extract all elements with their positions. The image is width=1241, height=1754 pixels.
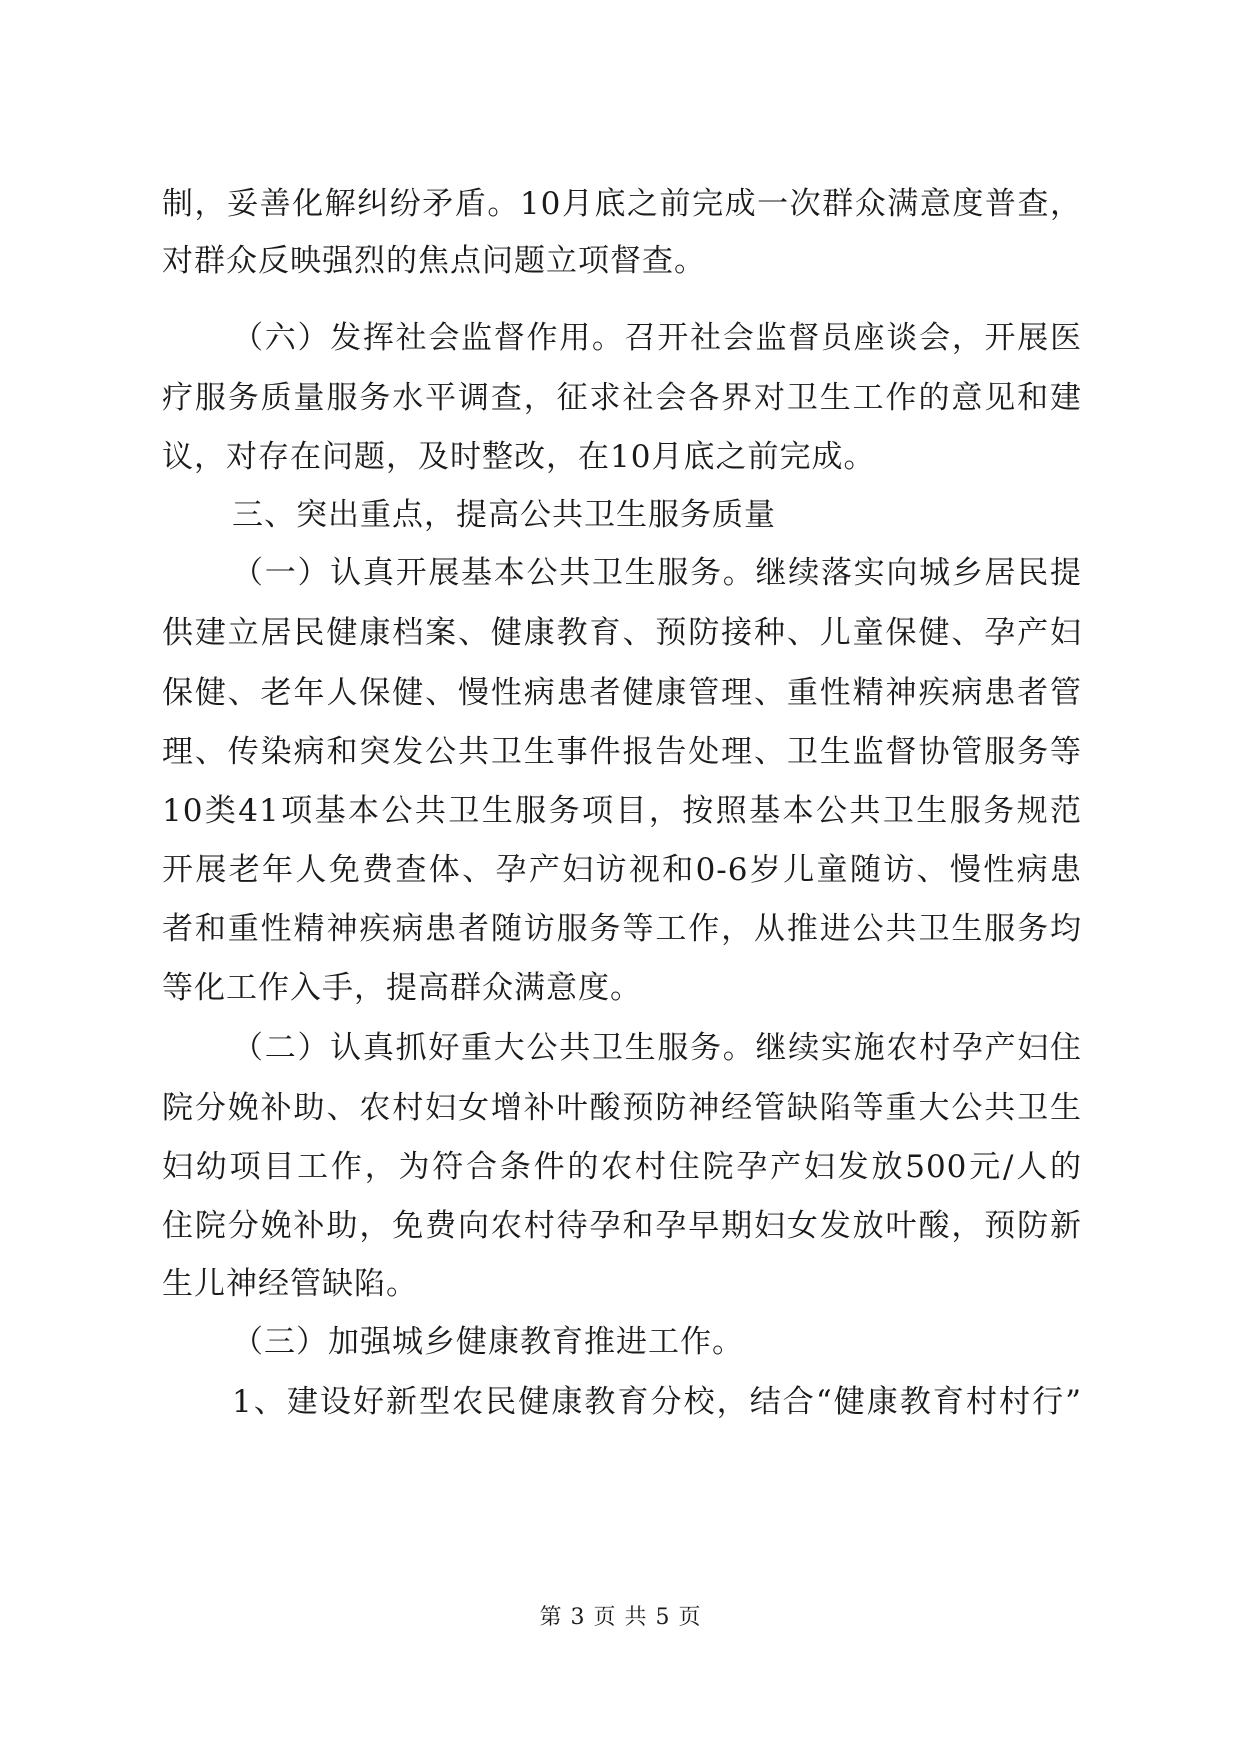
text-line: 住院分娩补助，免费向农村待孕和孕早期妇女发放叶酸，预防新 bbox=[162, 1208, 1082, 1244]
section-heading: 三、突出重点，提高公共卫生服务质量 bbox=[232, 497, 776, 533]
text-line: 对群众反映强烈的焦点问题立项督查。 bbox=[162, 243, 706, 279]
page-number-footer: 第 3 页 共 5 页 bbox=[539, 1605, 702, 1630]
text-line: 院分娩补助、农村妇女增补叶酸预防神经管缺陷等重大公共卫生 bbox=[162, 1090, 1082, 1126]
paragraph-start-line: （一）认真开展基本公共卫生服务。继续落实向城乡居民提 bbox=[232, 555, 1082, 591]
text-line: 生儿神经管缺陷。 bbox=[162, 1266, 418, 1302]
text-line: 理、传染病和突发公共卫生事件报告处理、卫生监督协管服务等 bbox=[162, 734, 1082, 770]
text-line: 议，对存在问题，及时整改，在10月底之前完成。 bbox=[162, 439, 876, 475]
paragraph-start-line: （二）认真抓好重大公共卫生服务。继续实施农村孕产妇住 bbox=[232, 1030, 1082, 1066]
text-line: 供建立居民健康档案、健康教育、预防接种、儿童保健、孕产妇 bbox=[162, 615, 1082, 651]
text-line: 开展老年人免费查体、孕产妇访视和0-6岁儿童随访、慢性病患 bbox=[162, 852, 1082, 888]
text-line: 疗服务质量服务水平调查，征求社会各界对卫生工作的意见和建 bbox=[162, 380, 1082, 416]
text-line: 妇幼项目工作，为符合条件的农村住院孕产妇发放500元/人的 bbox=[162, 1149, 1082, 1185]
text-line: 制，妥善化解纠纷矛盾。10月底之前完成一次群众满意度普查， bbox=[162, 186, 1082, 222]
paragraph-start-line: （六）发挥社会监督作用。召开社会监督员座谈会，开展医 bbox=[232, 320, 1082, 356]
text-line: 者和重性精神疾病患者随访服务等工作，从推进公共卫生服务均 bbox=[162, 911, 1082, 947]
text-line: 保健、老年人保健、慢性病患者健康管理、重性精神疾病患者管 bbox=[162, 675, 1082, 711]
paragraph-start-line: 1、建设好新型农民健康教育分校，结合“健康教育村村行” bbox=[232, 1384, 1082, 1420]
text-line: 等化工作入手，提高群众满意度。 bbox=[162, 970, 642, 1006]
subsection-heading: （三）加强城乡健康教育推进工作。 bbox=[232, 1324, 744, 1360]
text-line: 10类41项基本公共卫生服务项目，按照基本公共卫生服务规范 bbox=[162, 793, 1082, 829]
